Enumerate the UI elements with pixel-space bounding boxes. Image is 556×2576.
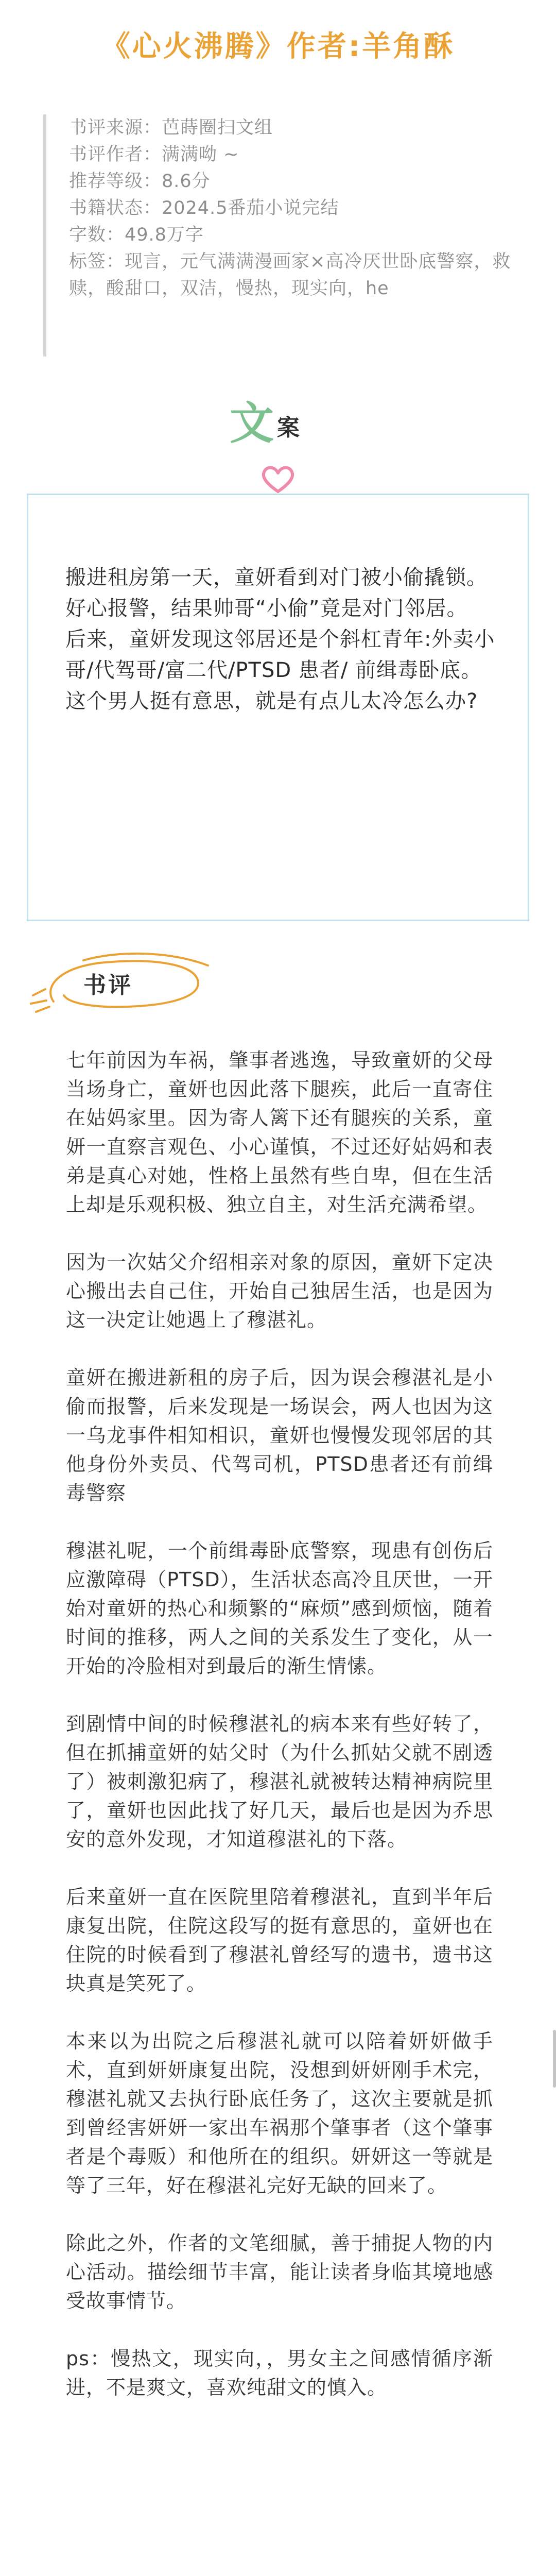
blurb-box <box>27 494 529 921</box>
review-paragraph: 到剧情中间的时候穆湛礼的病本来有些好转了，但在抓捕童妍的姑父时（为什么抓姑父就不剧透了）被刺激犯病了，穆湛礼就被转达精神病院里了，童妍也因此找了好几天，最后也是因为乔思安的意外发现，才知道穆湛礼的下落。 <box>66 1713 493 1851</box>
info-wordcount: 字数：49.8万字 <box>69 225 204 245</box>
review-heading <box>23 946 239 1023</box>
review-heading-label: 书评 <box>83 972 133 998</box>
wenan-heading-big: 文 <box>230 398 274 449</box>
review-paragraph: 因为一次姑父介绍相亲对象的原因，童妍下定决心搬出去自己住，开始自己独居生活，也是因为这一决定让她遇上了穆湛礼。 <box>66 1251 493 1331</box>
book-info-block <box>43 114 522 357</box>
review-paragraph: 七年前因为车祸，肇事者逃逸，导致童妍的父母当场身亡，童妍也因此落下腿疾，此后一直寄住在姑妈家里。因为寄人篱下还有腿疾的关系，童妍一直察言观色、小心谨慎，不过还好姑妈和表弟是真心对她，性格上虽然有些自卑，但在生活上却是乐观积极、独立自主，对生活充满希望。 <box>66 1049 493 1216</box>
review-body <box>66 1046 493 2431</box>
info-status: 书籍状态：2024.5番茄小说完结 <box>69 198 339 218</box>
blurb-line: 后来，童妍发现这邻居还是个斜杠青年:外卖小哥/代驾哥/富二代/PTSD 患者/ 前缉毒卧底。 <box>65 628 495 682</box>
book-title: 《心火沸腾》作者:羊角酥 <box>101 30 455 63</box>
review-paragraph: ps：慢热文，现实向，，男女主之间感情循序渐进，不是爽文，喜欢纯甜文的慎入。 <box>66 2347 493 2399</box>
info-source: 书评来源：芭蒔圈扫文组 <box>69 117 273 138</box>
blurb-line: 搬进租房第一天，童妍看到对门被小偷撬锁。 <box>65 566 488 589</box>
info-rating: 推荐等级：8.6分 <box>69 171 211 192</box>
review-paragraph: 后来童妍一直在医院里陪着穆湛礼，直到半年后康复出院，住院这段写的挺有意思的，童妍也在住院的时候看到了穆湛礼曾经写的遗书，遗书这块真是笑死了。 <box>66 1886 493 1995</box>
scrollbar-thumb[interactable] <box>553 2030 556 2088</box>
info-author: 书评作者：满满呦 ~ <box>69 144 239 165</box>
review-paragraph: 本来以为出院之后穆湛礼就可以陪着妍妍做手术，直到妍妍康复出院，没想到妍妍刚手术完，穆湛礼就又去执行卧底任务了，这次主要就是抓到曾经害妍妍一家出车祸那个肇事者（这个肇事者是个毒贩）和他所在的组织。妍妍这一等就是等了三年，好在穆湛礼完好无缺的回来了。 <box>66 2030 493 2197</box>
wenan-heading-small: 案 <box>277 415 300 441</box>
info-tags: 标签：现言，元气满满漫画家×高冷厌世卧底警察，救赎，酸甜口，双洁，慢热，现实向，he <box>69 251 511 299</box>
review-paragraph: 除此之外，作者的文笔细腻，善于捕捉人物的内心活动。描绘细节丰富，能让读者身临其境地感受故事情节。 <box>66 2232 493 2312</box>
blurb-line: 好心报警，结果帅哥“小偷”竟是对门邻居。 <box>65 597 468 620</box>
heart-icon <box>259 464 297 495</box>
blurb-line: 这个男人挺有意思，就是有点儿太冷怎么办? <box>65 689 478 713</box>
wenan-heading <box>225 387 339 454</box>
review-paragraph: 童妍在搬进新租的房子后，因为误会穆湛礼是小偷而报警，后来发现是一场误会，两人也因为这一乌龙事件相知相识，童妍也慢慢发现邻居的其他身份外卖员、代驾司机，PTSD患者还有前缉毒警察 <box>66 1366 493 1504</box>
review-paragraph: 穆湛礼呢，一个前缉毒卧底警察，现患有创伤后应激障碍（PTSD），生活状态高冷且厌世，一开始对童妍的热心和频繁的“麻烦”感到烦恼，随着时间的推移，两人之间的关系发生了变化，从一开始的冷脸相对到最后的渐生情愫。 <box>66 1539 493 1677</box>
